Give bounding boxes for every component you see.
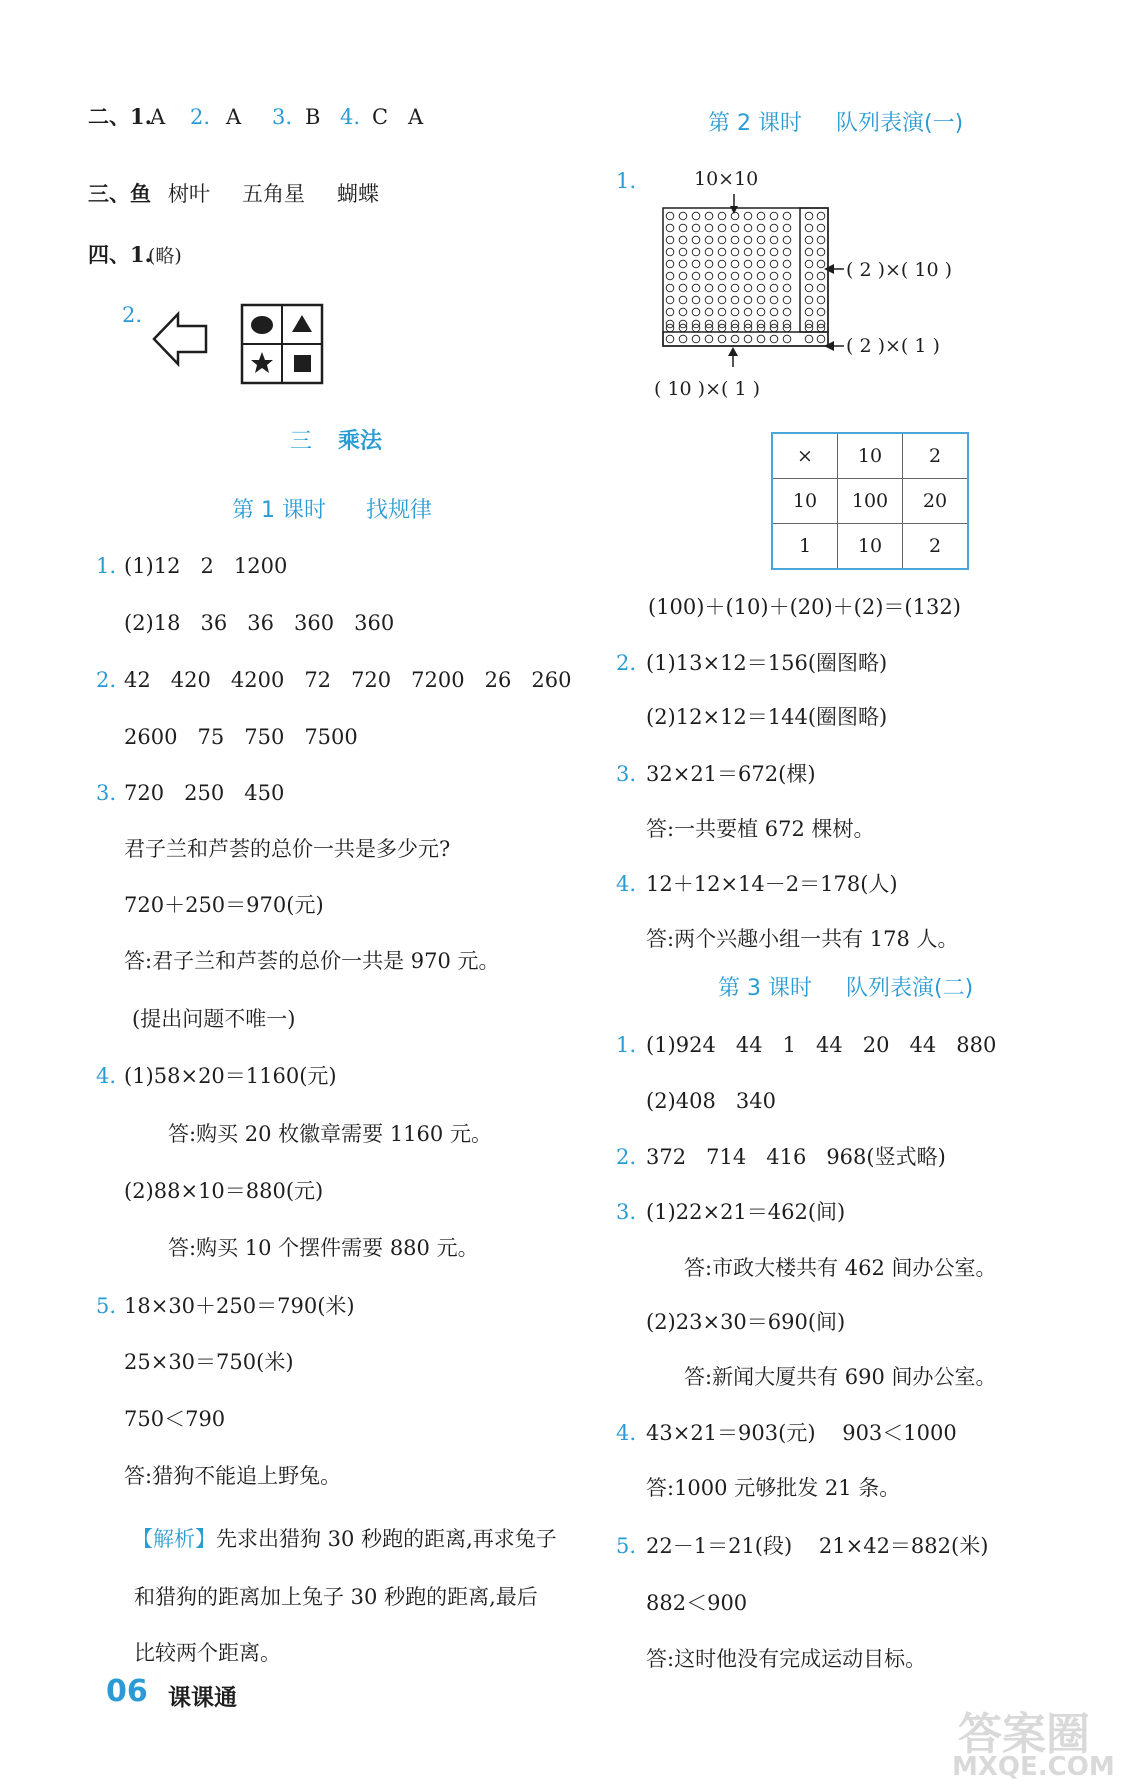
- dot: [744, 248, 752, 256]
- dot: [770, 248, 778, 256]
- answer-line: 答:1000 元够批发 21 条。: [646, 1476, 901, 1500]
- question-number: 2.: [616, 1145, 637, 1169]
- dot: [783, 260, 791, 268]
- dot: [770, 212, 778, 220]
- dot: [731, 224, 739, 232]
- dot: [679, 248, 687, 256]
- dot: [692, 260, 700, 268]
- table-cell: 10: [772, 479, 838, 524]
- fig-bottom-label: ( 10 )×( 1 ): [654, 378, 760, 400]
- left-arrow-icon: [150, 308, 212, 370]
- q3-word-3: 五角星: [242, 182, 305, 206]
- answer-line: (2)18 36 36 360 360: [124, 611, 395, 635]
- q2-num-4: 4.: [340, 105, 361, 129]
- dot: [757, 335, 765, 343]
- dot: [805, 284, 813, 292]
- dot: [770, 335, 778, 343]
- dot: [731, 296, 739, 304]
- dot: [757, 272, 765, 280]
- answer-line: 12＋12×14－2＝178(人): [646, 872, 898, 896]
- dot: [731, 248, 739, 256]
- dot: [757, 224, 765, 232]
- q2-lead: 二、1.: [88, 104, 152, 129]
- dot: [666, 212, 674, 220]
- answer-line: 372 714 416 968(竖式略): [646, 1145, 946, 1169]
- dot: [757, 248, 765, 256]
- arrow-left-icon: [822, 339, 846, 353]
- dot: [783, 272, 791, 280]
- dot: [679, 284, 687, 292]
- dot: [770, 296, 778, 304]
- answer-line: 2600 75 750 7500: [124, 725, 358, 749]
- dot: [718, 224, 726, 232]
- question-number: 3.: [616, 762, 637, 786]
- watermark-logo: 答案圈: [958, 1709, 1090, 1760]
- dot: [666, 284, 674, 292]
- answer-line: 答:猎狗不能追上野兔。: [124, 1464, 342, 1488]
- dot: [805, 296, 813, 304]
- q4-num-2: 2.: [122, 303, 143, 327]
- dot: [770, 308, 778, 316]
- q2-answer-3: B: [305, 105, 321, 129]
- dot: [770, 272, 778, 280]
- lesson1-title: 找规律: [366, 498, 433, 523]
- dot: [744, 236, 752, 244]
- dot: [731, 335, 739, 343]
- table-cell: ×: [772, 433, 838, 479]
- dot: [817, 236, 825, 244]
- dot: [805, 212, 813, 220]
- table-sum: (100)＋(10)＋(20)＋(2)＝(132): [648, 595, 961, 619]
- dot: [679, 335, 687, 343]
- dot: [705, 260, 713, 268]
- answer-line: (1)924 44 1 44 20 44 880: [646, 1033, 997, 1057]
- dot: [692, 212, 700, 220]
- table-cell: 20: [903, 479, 969, 524]
- arrow-up-icon: [726, 346, 740, 368]
- answer-line: 答:两个兴趣小组一共有 178 人。: [646, 927, 959, 951]
- dot: [666, 236, 674, 244]
- dot: [731, 212, 739, 220]
- answer-line: 18×30＋250＝790(米): [124, 1294, 355, 1318]
- question-number: 5.: [96, 1294, 117, 1318]
- dot: [817, 212, 825, 220]
- answer-line: (2)88×10＝880(元): [124, 1179, 324, 1203]
- book-title: 课课通: [168, 1685, 237, 1711]
- q2-answer-2: A: [226, 105, 242, 129]
- dot: [679, 236, 687, 244]
- dot: [757, 260, 765, 268]
- dot: [692, 308, 700, 316]
- fig-num: 1.: [616, 169, 637, 193]
- answer-line: 43×21＝903(元) 903＜1000: [646, 1421, 957, 1445]
- answer-line: 720＋250＝970(元): [124, 893, 324, 917]
- table-cell: 2: [903, 433, 969, 479]
- unit-number: 三: [290, 429, 313, 454]
- question-number: 4.: [616, 1421, 637, 1445]
- question-number: 4.: [96, 1064, 117, 1088]
- dot: [783, 308, 791, 316]
- arrow-left-icon: [822, 262, 846, 276]
- q2-answer-4: C: [372, 105, 389, 129]
- dot: [718, 248, 726, 256]
- dot: [679, 212, 687, 220]
- dot: [757, 212, 765, 220]
- dot: [731, 236, 739, 244]
- answer-line: (2)23×30＝690(间): [646, 1310, 846, 1334]
- dot: [757, 308, 765, 316]
- question-number: 1.: [96, 554, 117, 578]
- dot: [805, 224, 813, 232]
- dot: [783, 335, 791, 343]
- analysis-line-3: 比较两个距离。: [134, 1641, 281, 1665]
- lesson1-label: 第 1 课时: [232, 498, 326, 523]
- dot: [705, 224, 713, 232]
- dot: [666, 296, 674, 304]
- analysis-tag: 【解析】: [132, 1527, 216, 1551]
- dot: [705, 212, 713, 220]
- dot: [705, 236, 713, 244]
- answer-line: (1)13×12＝156(圈图略): [646, 651, 888, 675]
- dot: [744, 296, 752, 304]
- answer-line: 750＜790: [124, 1407, 226, 1431]
- answer-line: 答:购买 10 个摆件需要 880 元。: [168, 1236, 479, 1260]
- dot: [770, 224, 778, 232]
- dot: [805, 272, 813, 280]
- lesson2-label: 第 2 课时: [708, 111, 802, 136]
- dot: [783, 212, 791, 220]
- dot: [805, 236, 813, 244]
- table-row: [772, 433, 968, 479]
- dot: [731, 260, 739, 268]
- q4-lead: 四、1.: [88, 242, 152, 267]
- question-number: 4.: [616, 872, 637, 896]
- table-row: [772, 524, 968, 570]
- dot: [718, 236, 726, 244]
- array-figure: [660, 192, 832, 356]
- dot: [817, 296, 825, 304]
- watermark-url: MXQE.COM: [952, 1752, 1115, 1782]
- q3-word-4: 蝴蝶: [337, 182, 379, 206]
- dot: [744, 212, 752, 220]
- answer-line: 720 250 450: [124, 781, 285, 805]
- analysis-line-1: 先求出猎狗 30 秒跑的距离,再求兔子: [216, 1527, 557, 1551]
- dot: [679, 272, 687, 280]
- question-number: 2.: [616, 651, 637, 675]
- dot: [718, 272, 726, 280]
- dot: [666, 260, 674, 268]
- dot: [783, 224, 791, 232]
- dot: [679, 296, 687, 304]
- dot: [757, 284, 765, 292]
- answer-line: 42 420 4200 72 720 7200 26 260: [124, 668, 572, 692]
- q3-lead: 三、鱼: [88, 181, 151, 206]
- dot: [731, 284, 739, 292]
- fig-top-label: 10×10: [694, 168, 759, 190]
- triangle-icon: [292, 315, 312, 332]
- answer-line: (1)22×21＝462(间): [646, 1200, 846, 1224]
- page-number: 06: [106, 1674, 148, 1709]
- dot: [679, 308, 687, 316]
- table-cell: 2: [903, 524, 969, 570]
- dot: [692, 248, 700, 256]
- dot: [718, 335, 726, 343]
- dot: [692, 236, 700, 244]
- square-icon: [294, 355, 311, 372]
- dot: [666, 248, 674, 256]
- dot: [744, 284, 752, 292]
- dot: [783, 248, 791, 256]
- dot: [805, 248, 813, 256]
- q2-num-3: 3.: [272, 105, 293, 129]
- star-icon: [251, 352, 273, 373]
- answer-line: 22－1＝21(段) 21×42＝882(米): [646, 1534, 989, 1558]
- answer-line: (2)12×12＝144(圈图略): [646, 705, 888, 729]
- dot: [805, 260, 813, 268]
- dot: [731, 308, 739, 316]
- q4-note: (略): [148, 245, 182, 267]
- answer-line: 25×30＝750(米): [124, 1350, 294, 1374]
- dot: [679, 224, 687, 232]
- question-number: 2.: [96, 668, 117, 692]
- fig-right-label-2: ( 2 )×( 1 ): [846, 335, 940, 357]
- dot: [692, 224, 700, 232]
- dot: [805, 335, 813, 343]
- table-cell: 10: [838, 524, 903, 570]
- dot: [718, 308, 726, 316]
- dot: [666, 308, 674, 316]
- dot: [783, 284, 791, 292]
- dot: [744, 308, 752, 316]
- shape-grid-figure: [240, 303, 324, 385]
- dot: [705, 335, 713, 343]
- answer-line: 君子兰和芦荟的总价一共是多少元?: [124, 837, 451, 861]
- answer-line: (1)12 2 1200: [124, 554, 288, 578]
- dot: [770, 260, 778, 268]
- lesson2-title: 队列表演(一): [836, 111, 964, 136]
- answer-line: 答:君子兰和芦荟的总价一共是 970 元。: [124, 949, 500, 973]
- dot: [692, 296, 700, 304]
- dot: [817, 308, 825, 316]
- dot: [817, 248, 825, 256]
- dot: [817, 284, 825, 292]
- lesson3-label: 第 3 课时: [718, 976, 812, 1001]
- question-number: 1.: [616, 1033, 637, 1057]
- q2-num-2: 2.: [190, 105, 211, 129]
- dot: [805, 308, 813, 316]
- dot: [757, 296, 765, 304]
- lesson3-title: 队列表演(二): [846, 976, 974, 1001]
- dot: [692, 272, 700, 280]
- question-number: 5.: [616, 1534, 637, 1558]
- multiplication-table: [771, 432, 969, 570]
- q2-answer-1: A: [150, 105, 166, 129]
- dot: [757, 236, 765, 244]
- dot: [705, 284, 713, 292]
- dot: [705, 308, 713, 316]
- dot: [692, 284, 700, 292]
- dot: [744, 335, 752, 343]
- unit-title: 乘法: [338, 429, 383, 454]
- answer-line: 答:市政大楼共有 462 间办公室。: [684, 1256, 997, 1280]
- answer-line: 32×21＝672(棵): [646, 762, 816, 786]
- question-number: 3.: [96, 781, 117, 805]
- answer-line: 答:这时他没有完成运动目标。: [646, 1647, 927, 1671]
- dot: [705, 296, 713, 304]
- dot: [705, 272, 713, 280]
- analysis-line-2: 和猎狗的距离加上兔子 30 秒跑的距离,最后: [134, 1585, 538, 1609]
- answer-line: (2)408 340: [646, 1089, 776, 1113]
- dot: [718, 284, 726, 292]
- answer-line: 882＜900: [646, 1591, 748, 1615]
- dot: [692, 335, 700, 343]
- answer-line: 答:新闻大厦共有 690 间办公室。: [684, 1365, 997, 1389]
- dot: [783, 296, 791, 304]
- dot: [666, 224, 674, 232]
- dot: [718, 212, 726, 220]
- table-cell: 1: [772, 524, 838, 570]
- answer-line: (提出问题不唯一): [132, 1007, 296, 1031]
- q3-word-2: 树叶: [168, 182, 210, 206]
- table-row: [772, 479, 968, 524]
- table-cell: 100: [838, 479, 903, 524]
- table-cell: 10: [838, 433, 903, 479]
- dot: [744, 272, 752, 280]
- answer-line: 答:一共要植 672 棵树。: [646, 817, 875, 841]
- circle-icon: [251, 316, 273, 334]
- dot: [679, 260, 687, 268]
- dot: [744, 260, 752, 268]
- dot: [731, 272, 739, 280]
- dot: [783, 236, 791, 244]
- q2-answer-5: A: [408, 105, 424, 129]
- dot: [705, 248, 713, 256]
- dot: [770, 236, 778, 244]
- dot: [744, 224, 752, 232]
- dot: [666, 335, 674, 343]
- fig-right-label-1: ( 2 )×( 10 ): [846, 259, 952, 281]
- dot: [718, 260, 726, 268]
- dot: [718, 296, 726, 304]
- dot: [817, 224, 825, 232]
- answer-line: (1)58×20＝1160(元): [124, 1064, 337, 1088]
- answer-line: 答:购买 20 枚徽章需要 1160 元。: [168, 1122, 492, 1146]
- dot: [666, 272, 674, 280]
- question-number: 3.: [616, 1200, 637, 1224]
- dot: [770, 284, 778, 292]
